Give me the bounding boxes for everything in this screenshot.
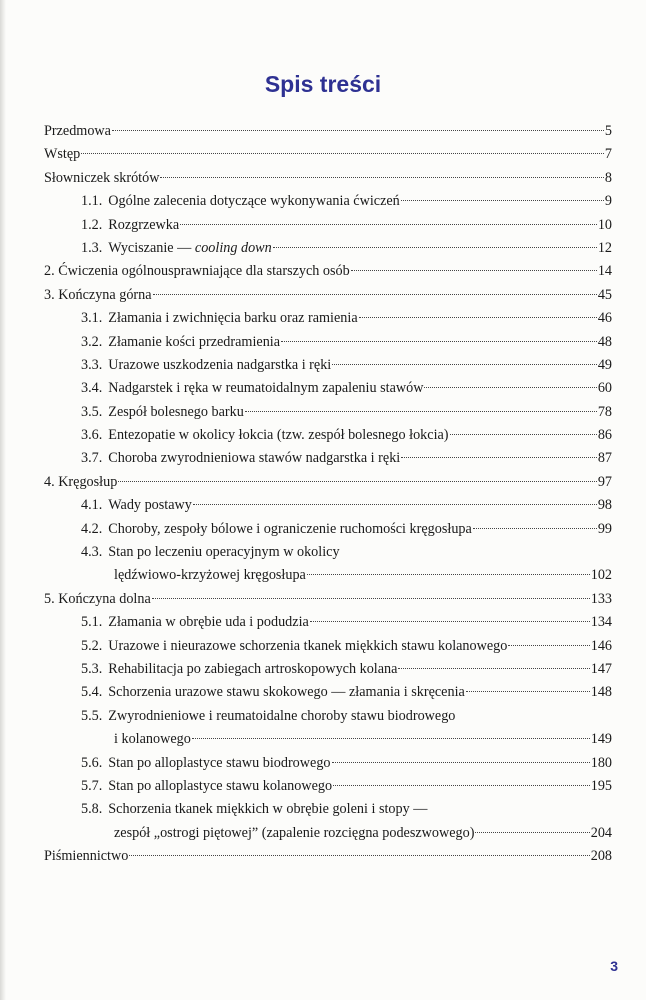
toc-entry-line <box>44 167 612 190</box>
page-edge-shadow <box>0 0 6 1000</box>
toc-entry-page: 9 <box>604 193 612 210</box>
toc-entry-page: 134 <box>590 614 612 631</box>
toc-entry-title: lędźwiowo-krzyżowej kręgosłupa <box>114 567 306 584</box>
toc-entry-title: i kolanowego <box>114 731 191 748</box>
toc-entry-line <box>114 822 612 845</box>
toc-entry[interactable] <box>44 260 612 283</box>
toc-entry-title: Stan po alloplastyce stawu biodrowego <box>108 754 331 771</box>
toc-entry-page: 102 <box>590 567 612 584</box>
toc-entry-title: 5. Kończyna dolna <box>44 590 151 607</box>
toc-entry-number: 4.2. <box>81 520 103 537</box>
toc-entry-number: 3.2. <box>81 333 103 350</box>
toc-entry-title: Ogólne zalecenia dotyczące wykonywania ćwiczeń <box>108 193 400 210</box>
toc-entry-line <box>81 424 612 447</box>
toc-entry-page: 10 <box>597 216 612 233</box>
toc-leader-dots <box>332 364 597 365</box>
toc-entry-line <box>81 635 612 658</box>
toc-entry[interactable] <box>44 447 612 470</box>
toc-entry[interactable] <box>44 401 612 424</box>
toc-entry-title: Złamania i zwichnięcia barku oraz ramienia <box>108 310 358 327</box>
toc-entry-title: Zespół bolesnego barku <box>108 403 244 420</box>
toc-entry[interactable] <box>44 214 612 237</box>
toc-entry-title: Nadgarstek i ręka w reumatoidalnym zapaleniu stawów <box>108 380 424 397</box>
toc-leader-dots <box>351 270 597 271</box>
toc-entry-page: 195 <box>590 777 612 794</box>
toc-leader-dots <box>118 481 597 482</box>
toc-entry-number: 1.2. <box>81 216 103 233</box>
toc-entry[interactable] <box>44 681 612 704</box>
toc-entry-title: Urazowe i nieurazowe schorzenia tkanek miękkich stawu kolanowego <box>108 637 508 654</box>
toc-leader-dots <box>310 621 590 622</box>
toc-entry[interactable] <box>44 635 612 658</box>
toc-entry-title: Choroba zwyrodnieniowa stawów nadgarstka i ręki <box>108 450 401 467</box>
toc-entry-title: Stan po alloplastyce stawu kolanowego <box>108 777 333 794</box>
toc-entry-line <box>44 471 612 494</box>
toc-entry-title: Choroby, zespoły bólowe i ograniczenie ruchomości kręgosłupa <box>108 520 472 537</box>
toc-entry[interactable] <box>44 728 612 751</box>
page-title: Spis treści <box>264 71 382 98</box>
toc-entry-line <box>44 120 612 143</box>
toc-entry-number: 4.1. <box>81 497 103 514</box>
toc-entry[interactable] <box>44 143 612 166</box>
toc-leader-dots <box>273 247 597 248</box>
toc-leader-dots <box>192 738 590 739</box>
toc-entry-number: 5.2. <box>81 637 103 654</box>
toc-entry-number: 5.8. <box>81 801 103 818</box>
toc-entry-title: Złamania w obrębie uda i podudzia <box>108 614 309 631</box>
toc-entry-line <box>81 518 612 541</box>
toc-entry-page: 60 <box>597 380 612 397</box>
toc-entry-page: 208 <box>590 848 612 865</box>
toc-entry-page: 149 <box>590 731 612 748</box>
toc-entry-number: 1.1. <box>81 193 103 210</box>
toc-entry[interactable] <box>44 190 612 213</box>
toc-entry-line <box>81 681 612 704</box>
toc-leader-dots <box>333 785 590 786</box>
toc-entry[interactable] <box>44 307 612 330</box>
toc-entry-line <box>81 658 612 681</box>
toc-entry[interactable] <box>44 424 612 447</box>
toc-entry[interactable] <box>44 377 612 400</box>
toc-entry-line <box>81 354 612 377</box>
toc-entry-page: 87 <box>597 450 612 467</box>
toc-entry-page: 97 <box>597 473 612 490</box>
toc-entry[interactable] <box>44 237 612 260</box>
toc-entry-title: Słowniczek skrótów <box>44 169 160 186</box>
toc-entry[interactable] <box>44 120 612 143</box>
toc-entry-page: 5 <box>604 123 612 139</box>
toc-leader-dots <box>281 341 597 342</box>
toc-leader-dots <box>401 200 604 201</box>
toc-entry-page: 14 <box>597 263 612 280</box>
toc-leader-dots <box>245 411 597 412</box>
toc-entry-title: Schorzenia urazowe stawu skokowego — złamania i skręcenia <box>108 684 465 701</box>
toc-leader-dots <box>81 153 604 154</box>
toc-entry-page: 204 <box>590 824 612 841</box>
toc-entry-number: 5.1. <box>81 614 103 631</box>
toc-entry[interactable] <box>44 541 612 564</box>
toc-entry-page: 86 <box>597 427 612 444</box>
toc-entry-line <box>81 775 612 798</box>
toc-entry-title: Rehabilitacja po zabiegach artroskopowych kolana <box>108 660 398 677</box>
toc-entry-line <box>81 798 612 821</box>
table-of-contents <box>44 120 612 869</box>
toc-entry-line <box>44 588 612 611</box>
toc-entry-line <box>81 447 612 470</box>
toc-leader-dots <box>475 832 589 833</box>
toc-entry-number: 5.7. <box>81 777 103 794</box>
toc-entry-line <box>81 752 612 775</box>
toc-leader-dots <box>152 598 590 599</box>
toc-entry-line <box>114 728 612 751</box>
toc-entry-page: 147 <box>590 660 612 677</box>
toc-entry-page: 45 <box>597 286 612 303</box>
toc-entry-number: 3.4. <box>81 380 103 397</box>
toc-leader-dots <box>112 130 604 131</box>
toc-entry-page: 180 <box>590 754 612 771</box>
toc-entry[interactable] <box>44 588 612 611</box>
toc-entry-number: 5.5. <box>81 707 103 724</box>
toc-leader-dots <box>359 317 597 318</box>
toc-entry-title: Przedmowa <box>44 123 111 139</box>
toc-entry-title: Zwyrodnieniowe i reumatoidalne choroby stawu biodrowego <box>108 707 456 724</box>
toc-entry-title: Wady postawy <box>108 497 192 514</box>
toc-entry-page: 8 <box>604 169 612 186</box>
toc-entry[interactable] <box>44 518 612 541</box>
toc-entry-line <box>44 260 612 283</box>
toc-leader-dots <box>193 504 597 505</box>
toc-entry-title: zespół „ostrogi piętowej” (zapalenie rozcięgna podeszwowego) <box>114 824 475 841</box>
toc-entry[interactable] <box>44 611 612 634</box>
toc-entry-line <box>81 401 612 424</box>
toc-entry-title: 2. Ćwiczenia ogólnousprawniające dla starszych osób <box>44 263 350 280</box>
toc-entry-line <box>81 237 612 260</box>
toc-entry-title: Entezopatie w okolicy łokcia (tzw. zespół bolesnego łokcia) <box>108 427 449 444</box>
toc-entry-line <box>81 611 612 634</box>
toc-entry-page: 133 <box>590 590 612 607</box>
toc-entry[interactable] <box>44 564 612 587</box>
toc-leader-dots <box>180 224 597 225</box>
toc-entry[interactable] <box>44 798 612 821</box>
toc-entry[interactable] <box>44 471 612 494</box>
toc-entry[interactable] <box>44 354 612 377</box>
toc-leader-dots <box>401 457 597 458</box>
toc-leader-dots <box>398 668 589 669</box>
page-number: 3 <box>610 958 618 974</box>
toc-entry-title-italic: cooling down <box>194 239 272 256</box>
toc-entry[interactable] <box>44 658 612 681</box>
toc-entry[interactable] <box>44 284 612 307</box>
toc-entry-number: 3.1. <box>81 310 103 327</box>
toc-entry-number: 3.6. <box>81 427 103 444</box>
toc-entry-line <box>44 284 612 307</box>
toc-entry[interactable] <box>44 331 612 354</box>
toc-entry-page: 48 <box>597 333 612 350</box>
toc-leader-dots <box>424 387 596 388</box>
toc-leader-dots <box>129 855 589 856</box>
toc-entry-number: 1.3. <box>81 239 103 256</box>
toc-entry-line <box>81 307 612 330</box>
toc-entry-title: 4. Kręgosłup <box>44 473 118 490</box>
toc-entry-number: 3.7. <box>81 450 103 467</box>
toc-entry-line <box>81 190 612 213</box>
toc-entry[interactable] <box>44 845 612 868</box>
toc-entry-page: 78 <box>597 403 612 420</box>
toc-entry[interactable] <box>44 775 612 798</box>
toc-entry-number: 3.3. <box>81 356 103 373</box>
toc-leader-dots <box>473 528 597 529</box>
toc-entry-title: Urazowe uszkodzenia nadgarstka i ręki <box>108 356 332 373</box>
toc-entry-page: 146 <box>590 637 612 654</box>
toc-leader-dots <box>153 294 597 295</box>
toc-entry-title: Schorzenia tkanek miękkich w obrębie goleni i stopy — <box>108 801 428 818</box>
toc-entry-line <box>81 214 612 237</box>
toc-entry-title: Wstęp <box>44 146 81 163</box>
toc-entry-title: Złamanie kości przedramienia <box>108 333 281 350</box>
toc-leader-dots <box>466 691 590 692</box>
toc-entry-title: Rozgrzewka <box>108 216 180 233</box>
toc-entry[interactable] <box>44 752 612 775</box>
toc-entry-page: 49 <box>597 356 612 373</box>
toc-entry-line <box>81 705 612 728</box>
toc-entry-page: 99 <box>597 520 612 537</box>
toc-entry[interactable] <box>44 705 612 728</box>
toc-entry-title: 3. Kończyna górna <box>44 286 152 303</box>
toc-entry-title: Piśmiennictwo <box>44 848 129 865</box>
toc-entry-number: 5.4. <box>81 684 103 701</box>
toc-entry-line <box>81 494 612 517</box>
toc-entry-page: 7 <box>604 146 612 163</box>
toc-entry-line <box>81 377 612 400</box>
toc-entry-line <box>44 143 612 166</box>
toc-entry[interactable] <box>44 494 612 517</box>
toc-entry-line <box>114 564 612 587</box>
toc-entry-line <box>81 331 612 354</box>
toc-entry-line <box>44 845 612 868</box>
toc-entry-page: 148 <box>590 684 612 701</box>
toc-entry-number: 5.3. <box>81 660 103 677</box>
toc-entry-title: Wyciszanie — <box>108 239 195 256</box>
toc-leader-dots <box>307 574 590 575</box>
toc-leader-dots <box>508 645 589 646</box>
toc-leader-dots <box>332 762 590 763</box>
toc-entry-number: 3.5. <box>81 403 103 420</box>
toc-entry-page: 46 <box>597 310 612 327</box>
toc-entry[interactable] <box>44 167 612 190</box>
toc-entry-line <box>81 541 612 564</box>
toc-entry-number: 4.3. <box>81 544 103 561</box>
toc-leader-dots <box>450 434 597 435</box>
toc-entry-page: 12 <box>597 239 612 256</box>
toc-entry[interactable] <box>44 822 612 845</box>
toc-entry-number: 5.6. <box>81 754 103 771</box>
toc-leader-dots <box>160 177 603 178</box>
toc-entry-title: Stan po leczeniu operacyjnym w okolicy <box>108 544 340 561</box>
toc-entry-page: 98 <box>597 497 612 514</box>
